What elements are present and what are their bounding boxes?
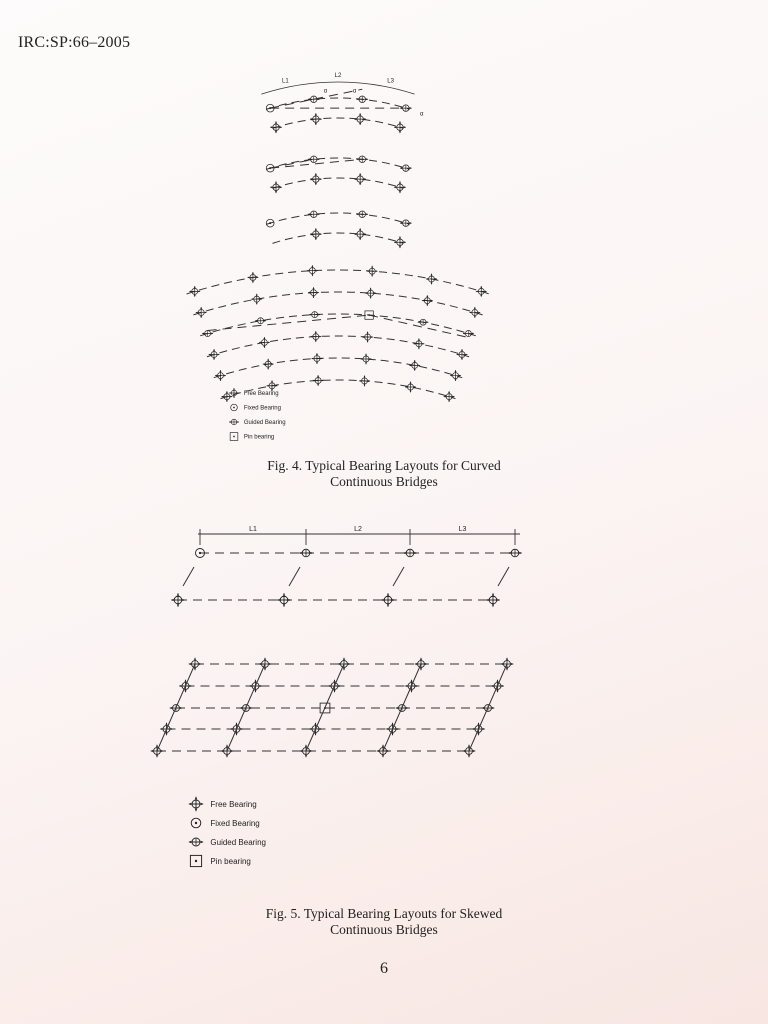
- free-bearing-icon: [365, 288, 376, 299]
- free-bearing-icon: [476, 286, 487, 297]
- figure-4-legend: [229, 388, 286, 441]
- skew-line: [183, 567, 194, 586]
- free-bearing-icon: [308, 287, 319, 298]
- pin-bearing-icon: [230, 433, 238, 441]
- free-bearing-icon: [189, 797, 203, 811]
- legend-label-free: Free Bearing: [210, 799, 257, 809]
- free-bearing-icon: [259, 337, 270, 348]
- free-bearing-icon: [362, 332, 373, 343]
- free-bearing-icon: [394, 236, 406, 248]
- free-bearing-icon: [171, 593, 185, 607]
- figure-5-caption: [0, 906, 768, 938]
- guided-bearing-icon: [255, 318, 266, 324]
- page-number: 6: [380, 960, 388, 977]
- girder-line: [200, 314, 476, 336]
- fixed-bearing-icon: [231, 404, 238, 411]
- free-bearing-icon: [394, 121, 406, 133]
- girder-line: [266, 213, 409, 224]
- free-bearing-icon: [381, 593, 395, 607]
- span-label-l2: L2: [354, 526, 362, 533]
- free-bearing-icon: [469, 307, 480, 318]
- span-label-l3: L3: [387, 78, 394, 85]
- free-bearing-icon: [361, 354, 372, 365]
- legend-label-pin: Pin bearing: [243, 434, 275, 441]
- free-bearing-icon: [196, 307, 207, 318]
- span-label-l1: L1: [249, 526, 257, 533]
- span-label-l3: L3: [458, 526, 467, 533]
- free-bearing-icon: [310, 173, 322, 185]
- girder-line: [187, 270, 490, 294]
- fixed-bearing-icon: [266, 219, 274, 227]
- legend-label-fixed: Fixed Bearing: [210, 818, 260, 828]
- free-bearing-icon: [359, 376, 370, 387]
- free-bearing-icon: [310, 228, 322, 240]
- free-bearing-icon: [354, 228, 366, 240]
- free-bearing-icon: [263, 359, 274, 370]
- figure-4-caption-line2: Continuous Bridges: [330, 474, 438, 489]
- figure-4-caption-line1: Fig. 4. Typical Bearing Layouts for Curved: [267, 458, 501, 473]
- free-bearing-icon: [270, 121, 282, 133]
- girder-line: [272, 118, 403, 128]
- free-bearing-icon: [414, 338, 425, 349]
- guided-bearing-icon: [356, 211, 368, 218]
- free-bearing-icon: [409, 360, 420, 371]
- free-bearing-icon: [307, 265, 318, 276]
- span-label-l2: L2: [334, 73, 342, 79]
- guided-bearing-icon: [356, 96, 368, 103]
- legend-label-guided: Guided Bearing: [210, 837, 266, 847]
- document-code: IRC:SP:66–2005: [18, 34, 131, 51]
- girder-line: [266, 158, 409, 169]
- guided-bearing-icon: [229, 419, 239, 425]
- legend-label-fixed: Fixed Bearing: [243, 405, 281, 412]
- free-bearing-icon: [215, 370, 226, 381]
- figure-5-caption-line1: Fig. 5. Typical Bearing Layouts for Skewed: [265, 906, 503, 921]
- free-bearing-icon: [248, 272, 259, 283]
- guided-bearing-icon: [403, 549, 417, 557]
- fixed-bearing-icon: [191, 818, 201, 828]
- guided-bearing-icon: [400, 220, 412, 227]
- girder-line: [272, 233, 403, 243]
- angle-label: α: [352, 88, 357, 95]
- free-bearing-icon: [209, 349, 220, 360]
- angle-label: α: [419, 111, 424, 118]
- girder-line: [207, 336, 469, 357]
- skew-line: [469, 664, 507, 751]
- guided-bearing-icon: [309, 312, 320, 318]
- free-bearing-icon: [354, 173, 366, 185]
- angle-label: α: [323, 88, 328, 95]
- free-bearing-icon: [486, 593, 500, 607]
- legend-label-guided: Guided Bearing: [243, 420, 286, 427]
- free-bearing-icon: [450, 370, 461, 381]
- skew-line: [393, 567, 404, 586]
- free-bearing-icon: [189, 286, 200, 297]
- free-bearing-icon: [267, 380, 278, 391]
- figure-5-caption-line2: Continuous Bridges: [330, 922, 438, 937]
- legend-label-free: Free Bearing: [243, 391, 279, 398]
- free-bearing-icon: [251, 294, 262, 305]
- girder-line: [214, 358, 462, 378]
- girder-line: [369, 315, 468, 337]
- girder-line: [270, 159, 314, 168]
- free-bearing-icon: [457, 349, 468, 360]
- free-bearing-icon: [405, 382, 416, 393]
- figure-4-drawing: [187, 73, 490, 402]
- guided-bearing-icon: [463, 330, 474, 336]
- free-bearing-icon: [367, 266, 378, 277]
- free-bearing-icon: [310, 113, 322, 125]
- free-bearing-icon: [354, 113, 366, 125]
- free-bearing-icon: [422, 295, 433, 306]
- guided-bearing-icon: [308, 211, 320, 218]
- girder-line: [270, 159, 362, 168]
- girder-line: [272, 178, 403, 188]
- skew-line: [498, 567, 509, 586]
- guided-bearing-icon: [508, 549, 522, 557]
- figure-5-legend: [189, 797, 266, 867]
- girder-line: [193, 292, 482, 315]
- guided-bearing-icon: [299, 549, 313, 557]
- guided-bearing-icon: [418, 319, 429, 325]
- figure-4-caption: [0, 458, 768, 490]
- free-bearing-icon: [426, 274, 437, 285]
- free-bearing-icon: [277, 593, 291, 607]
- span-label-l1: L1: [282, 78, 289, 85]
- guided-bearing-icon: [308, 96, 320, 103]
- free-bearing-icon: [310, 331, 321, 342]
- skew-line: [157, 664, 195, 751]
- pin-bearing-icon: [190, 855, 201, 866]
- free-bearing-icon: [394, 181, 406, 193]
- girder-line: [208, 315, 370, 330]
- skew-line: [289, 567, 300, 586]
- guided-bearing-icon: [189, 838, 203, 846]
- free-bearing-icon: [444, 391, 455, 402]
- free-bearing-icon: [312, 353, 323, 364]
- figure-5-drawing: [151, 526, 522, 757]
- guided-bearing-icon: [400, 165, 412, 172]
- guided-bearing-icon: [202, 330, 213, 336]
- legend-label-pin: Pin bearing: [210, 856, 251, 866]
- free-bearing-icon: [270, 181, 282, 193]
- free-bearing-icon: [313, 375, 324, 386]
